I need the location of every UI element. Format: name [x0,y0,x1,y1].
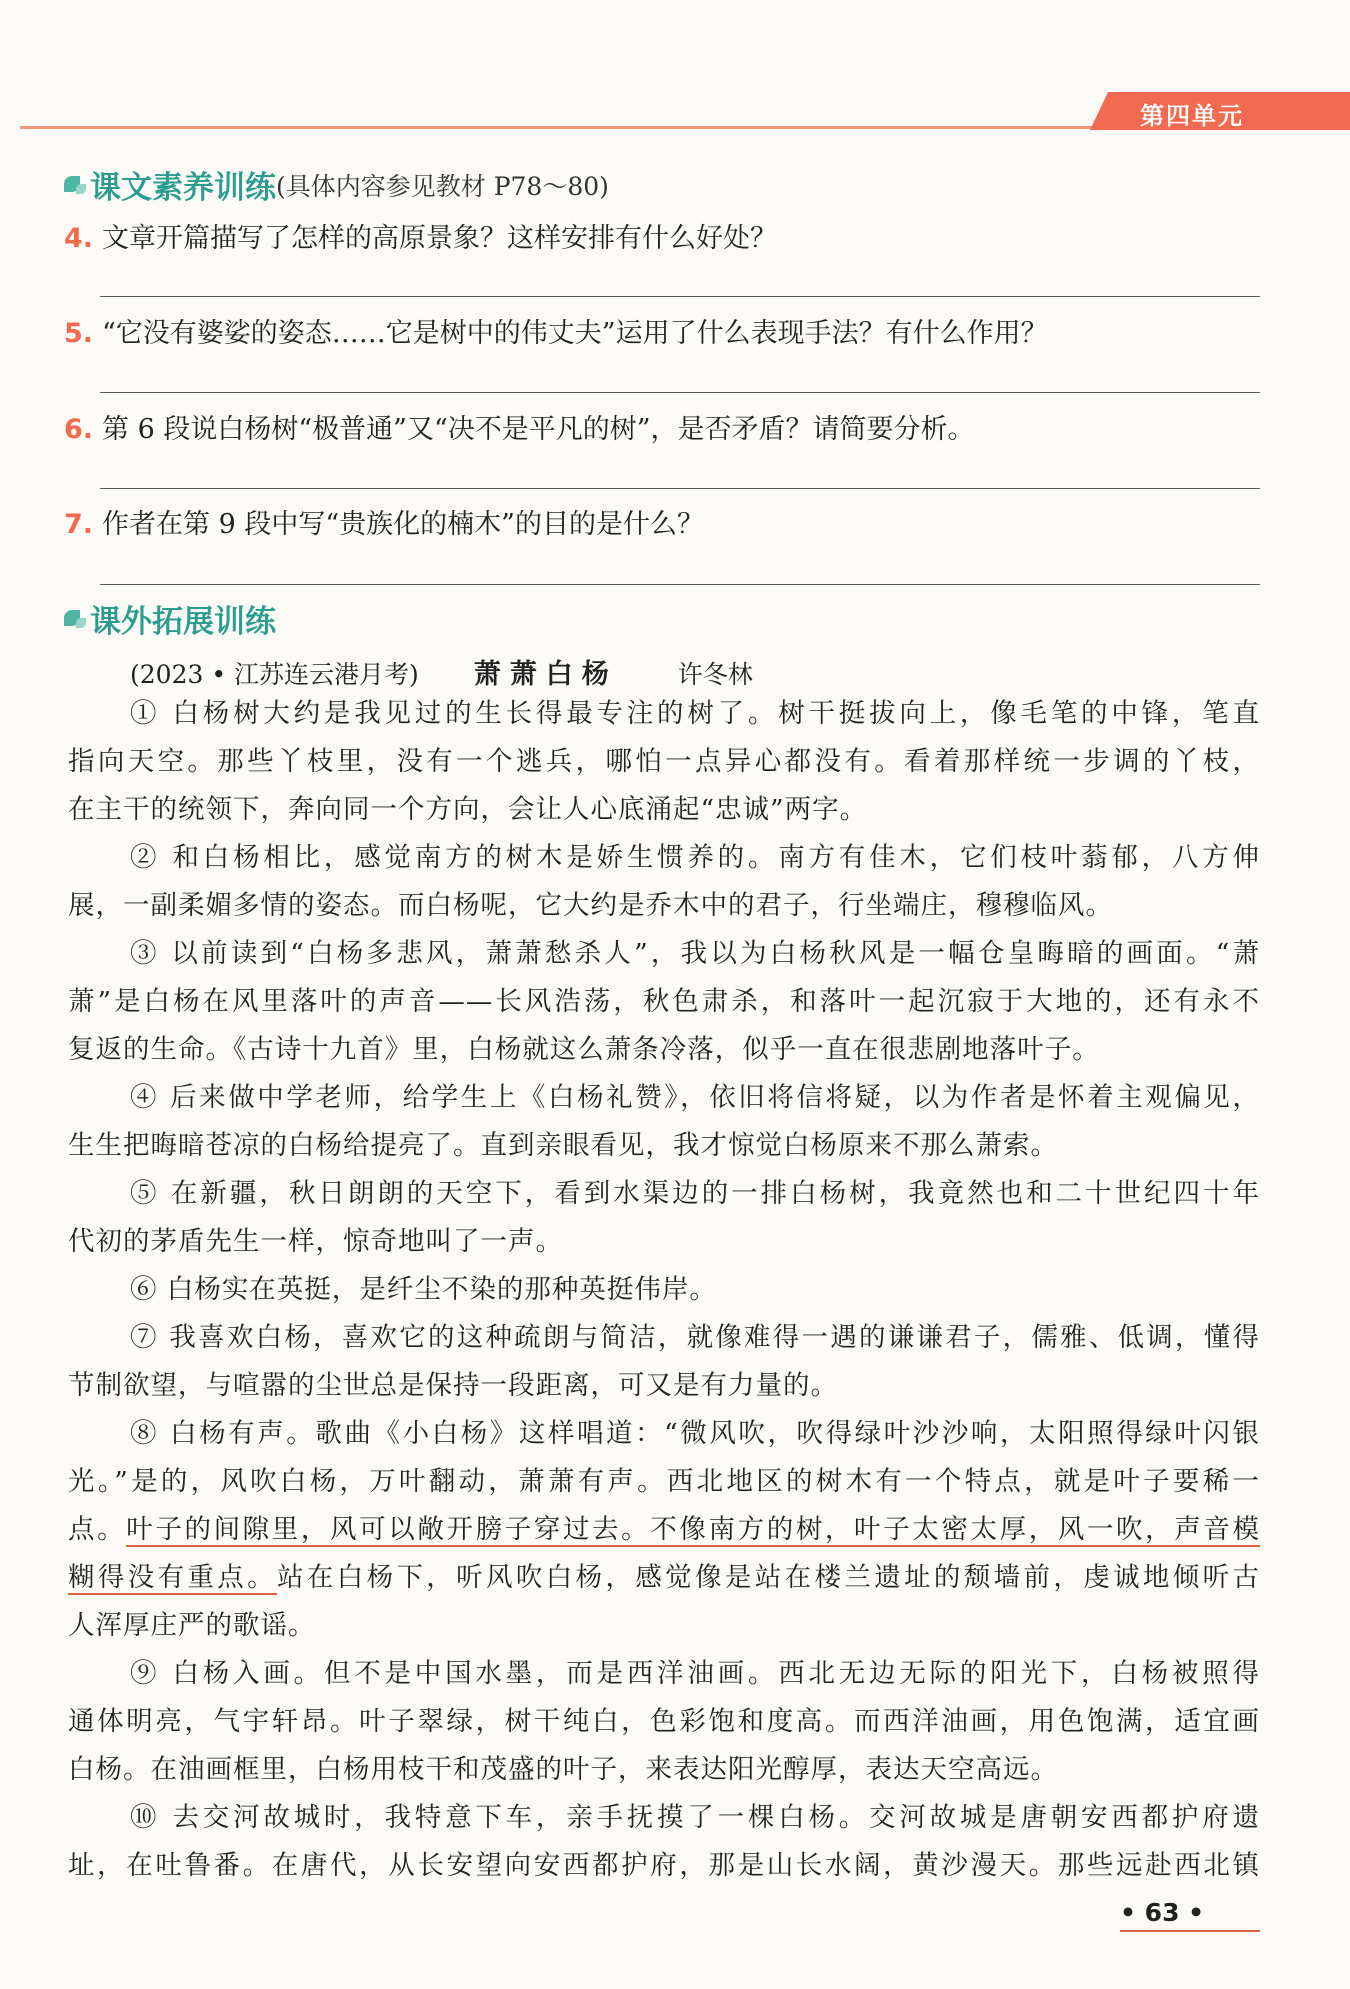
article-line: ⑤ 在新疆，秋日朗朗的天空下，看到水渠边的一排白杨树，我竟然也和二十世纪四十年 [130,1178,1260,1209]
section-title-text: 课外拓展训练 [90,604,276,640]
answer-line-4[interactable] [100,296,1260,297]
article-line: ① 白杨树大约是我见过的生长得最专注的树了。树干挺拔向上，像毛笔的中锋，笔直 [130,698,1260,729]
question-5 [64,311,1048,350]
article-line: 展，一副柔媚多情的姿态。而白杨呢，它大约是乔木中的君子，行坐端庄，穆穆临风。 [68,890,1113,921]
unit-label: 第四单元 [1140,102,1244,130]
article-line: ② 和白杨相比，感觉南方的树木是娇生惯养的。南方有佳木，它们枝叶蓊郁，八方伸 [130,842,1260,873]
page-number-rule [1120,1930,1260,1932]
leaf-icon [64,174,86,196]
article-line: 代初的茅盾先生一样，惊奇地叫了一声。 [68,1226,563,1257]
line-text: 站在白杨下，听风吹白杨，感觉像是站在楼兰遗址的颓墙前，虔诚地倾听古 [277,1562,1261,1593]
article-line: ⑨ 白杨入画。但不是中国水墨，而是西洋油画。西北无边无际的阳光下，白杨被照得 [130,1658,1260,1689]
article-line: 通体明亮，气宇轩昂。叶子翠绿，树干纯白，色彩饱和度高。而西洋油画，用色饱满，适宜画 [68,1706,1260,1737]
section-title-extension [64,596,276,641]
article-line: 指向天空。那些丫枝里，没有一个逃兵，哪怕一点异心都没有。看着那样统一步调的丫枝， [68,746,1260,777]
article-line: ③ 以前读到“白杨多悲风，萧萧愁杀人”，我以为白杨秋风是一幅仓皇晦暗的画面。“萧 [130,938,1260,969]
article-line: 生生把晦暗苍凉的白杨给提亮了。直到亲眼看见，我才惊觉白杨原来不那么萧索。 [68,1130,1058,1161]
article-line: 光。”是的，风吹白杨，万叶翻动，萧萧有声。西北地区的树木有一个特点，就是叶子要稀一 [68,1466,1260,1497]
article-line: 萧”是白杨在风里落叶的声音——长风浩荡，秋色肃杀，和落叶一起沉寂于大地的，还有永不 [68,986,1260,1017]
article-source: (2023 • 江苏连云港月考) [130,660,419,689]
article-line: 白杨。在油画框里，白杨用枝干和茂盛的叶子，来表达阳光醇厚，表达天空高远。 [68,1754,1058,1785]
article-line: ⑥ 白杨实在英挺，是纤尘不染的那种英挺伟岸。 [130,1274,717,1305]
article-line-underlined [68,1558,1260,1598]
section-title-textbook [64,162,609,207]
question-text: 第 6 段说白杨树“极普通”又“决不是平凡的树”，是否矛盾？请简要分析。 [102,414,975,445]
answer-line-6[interactable] [100,488,1260,489]
article-line: 复返的生命。《古诗十九首》里，白杨就这么萧条冷落，似乎一直在很悲剧地落叶子。 [68,1034,1100,1065]
question-7 [64,502,704,541]
underlined-sentence: 糊得没有重点。 [68,1562,278,1593]
question-number: 4. [64,223,94,254]
line-text: 点。 [68,1514,127,1545]
section-title-text: 课文素养训练 [90,170,276,206]
question-6 [64,407,975,446]
question-text: 文章开篇描写了怎样的高原景象？这样安排有什么好处？ [102,223,777,254]
article-heading [130,652,753,691]
leaf-icon [64,608,86,630]
header-rule [20,126,1120,129]
question-number: 6. [64,414,94,445]
article-title: 萧萧白杨 [473,659,618,690]
question-4 [64,216,777,255]
section-note: (具体内容参见教材 P78～80) [276,171,609,201]
article-line: ④ 后来做中学老师，给学生上《白杨礼赞》，依旧将信将疑，以为作者是怀着主观偏见， [130,1082,1260,1113]
underlined-sentence: 叶子的间隙里，风可以敞开膀子穿过去。不像南方的树，叶子太密太厚，风一吹，声音模 [126,1514,1261,1545]
article-author: 许冬林 [677,660,753,689]
article-line: 在主干的统领下，奔向同一个方向，会让人心底涌起“忠诚”两字。 [68,794,868,825]
article-line-underlined [68,1510,1260,1550]
question-text: “它没有婆娑的姿态……它是树中的伟丈夫”运用了什么表现手法？有什么作用？ [102,318,1048,349]
question-number: 5. [64,318,94,349]
article-line: 人浑厚庄严的歌谣。 [68,1610,316,1641]
article-line: ⑩ 去交河故城时，我特意下车，亲手抚摸了一棵白杨。交河故城是唐朝安西都护府遗 [130,1802,1260,1833]
question-number: 7. [64,509,94,540]
page-number: • 63 • [1120,1898,1205,1927]
answer-line-7[interactable] [100,584,1260,585]
article-line: 址，在吐鲁番。在唐代，从长安望向安西都护府，那是山长水阔，黄沙漫天。那些远赴西北镇 [68,1850,1260,1881]
question-text: 作者在第 9 段中写“贵族化的楠木”的目的是什么？ [102,509,704,540]
article-line: ⑧ 白杨有声。歌曲《小白杨》这样唱道：“微风吹，吹得绿叶沙沙响，太阳照得绿叶闪银 [130,1418,1260,1449]
article-line: 节制欲望，与喧嚣的尘世总是保持一段距离，可又是有力量的。 [68,1370,838,1401]
answer-line-5[interactable] [100,392,1260,393]
article-line: ⑦ 我喜欢白杨，喜欢它的这种疏朗与简洁，就像难得一遇的谦谦君子，儒雅、低调，懂得 [130,1322,1260,1353]
